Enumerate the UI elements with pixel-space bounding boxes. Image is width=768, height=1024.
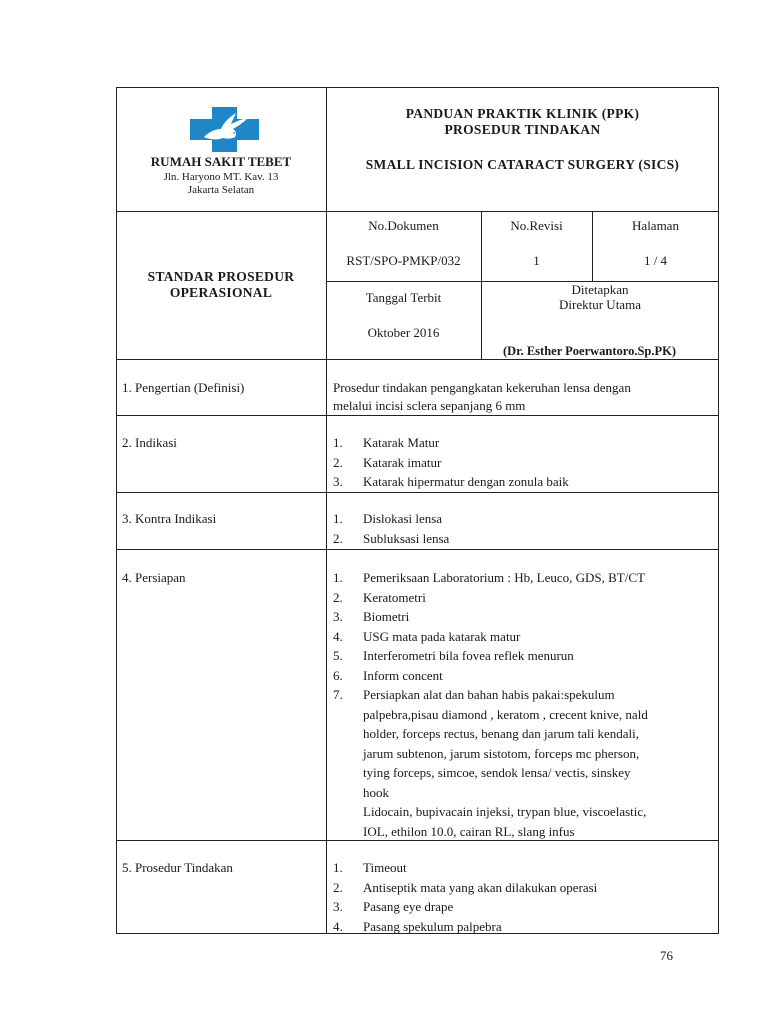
divider-sop — [116, 359, 719, 360]
revision-value: 1 — [533, 253, 540, 268]
divider-header — [116, 211, 719, 212]
page-value: 1 / 4 — [643, 253, 668, 268]
list-item: 6. Inform concent — [333, 667, 443, 683]
list-item: 2. Antiseptik mata yang akan dilakukan operasi — [333, 879, 598, 895]
preparation-list — [333, 568, 648, 841]
list-item: 5. Interferometri bila fovea reflek menurun — [333, 648, 574, 663]
definition-line-1: Prosedur tindakan pengangkatan kekeruhan lensa dengan — [333, 380, 631, 395]
doc-title-line-2: PROSEDUR TINDAKAN — [444, 122, 601, 137]
list-item: 3. Pasang eye drape — [333, 899, 454, 914]
hospital-name: RUMAH SAKIT TEBET — [150, 154, 292, 169]
doc-title-line-3: SMALL INCISION CATARACT SURGERY (SICS) — [365, 157, 680, 172]
list-item: 1. Dislokasi lensa — [333, 511, 443, 526]
list-item-continuation: holder, forceps rectus, benang dan jarum tali kendali, — [363, 726, 639, 741]
list-item: 1. Pemeriksaan Laboratorium : Hb, Leuco, GDS, BT/CT — [333, 570, 645, 585]
list-item-continuation: jarum subtenon, jarum sistotom, forceps mc pherson, — [363, 745, 640, 761]
doc-number-label: No.Dokumen — [368, 218, 439, 233]
indication-list — [333, 433, 569, 492]
doc-number-value: RST/SPO-PMKP/032 — [346, 253, 461, 268]
list-item-continuation: hook — [363, 784, 389, 800]
list-item-continuation: IOL, ethilon 10.0, cairan RL, slang infus — [363, 823, 575, 839]
procedure-list — [333, 858, 597, 936]
list-item: 4. Pasang spekulum palpebra — [333, 918, 502, 934]
issue-date-value: Oktober 2016 — [367, 325, 440, 340]
page-label: Halaman — [632, 218, 679, 233]
divider-1 — [116, 415, 719, 416]
approved-role: Direktur Utama — [559, 297, 641, 312]
section-label-definition: 1. Pengertian (Definisi) — [122, 380, 245, 395]
list-item: 1. Katarak Matur — [333, 435, 440, 450]
address-line-2: Jakarta Selatan — [187, 184, 255, 196]
approved-label: Ditetapkan — [571, 282, 629, 297]
list-item: 2. Keratometri — [333, 589, 426, 605]
doc-title-line-1: PANDUAN PRAKTIK KLINIK (PPK) — [405, 106, 640, 121]
definition-line-2: melalui incisi sclera sepanjang 6 mm — [333, 398, 526, 413]
list-item: 3. Biometri — [333, 609, 410, 624]
list-item: 4. USG mata pada katarak matur — [333, 628, 521, 644]
list-item-continuation: tying forceps, simcoe, sendok lensa/ vectis, sinskey — [363, 765, 631, 780]
dove-eye — [233, 132, 235, 134]
list-item: 7. Persiapkan alat dan bahan habis pakai:spekulum — [333, 687, 615, 702]
section-label-procedure: 5. Prosedur Tindakan — [122, 860, 233, 875]
sop-label-line-2: OPERASIONAL — [169, 285, 273, 300]
divider-col-main — [326, 87, 327, 934]
sop-label-line-1: STANDAR PROSEDUR — [147, 269, 295, 284]
list-item: 3. Katarak hipermatur dengan zonula baik — [333, 474, 569, 489]
approved-name: (Dr. Esther Poerwantoro.Sp.PK) — [503, 344, 677, 358]
list-item: 2. Subluksasi lensa — [333, 530, 450, 546]
address-line-1: Jln. Haryono MT. Kav. 13 — [163, 171, 279, 183]
divider-2 — [116, 492, 719, 493]
revision-label: No.Revisi — [510, 218, 563, 233]
list-item-continuation: Lidocain, bupivacain injeksi, trypan blue, viscoelastic, — [363, 804, 647, 819]
hospital-logo — [190, 107, 259, 152]
list-item: 2. Katarak imatur — [333, 454, 442, 470]
issue-date-label: Tanggal Terbit — [365, 290, 442, 305]
section-label-preparation: 4. Persiapan — [122, 570, 186, 585]
section-label-indication: 2. Indikasi — [122, 435, 177, 450]
page-number: 76 — [660, 948, 673, 963]
list-item-continuation: palpebra,pisau diamond , keratom , crecent knive, nald — [363, 706, 648, 722]
list-item: 1. Timeout — [333, 860, 407, 875]
contraindication-list — [333, 509, 449, 548]
divider-3 — [116, 549, 719, 550]
section-label-contraindication: 3. Kontra Indikasi — [122, 511, 217, 526]
